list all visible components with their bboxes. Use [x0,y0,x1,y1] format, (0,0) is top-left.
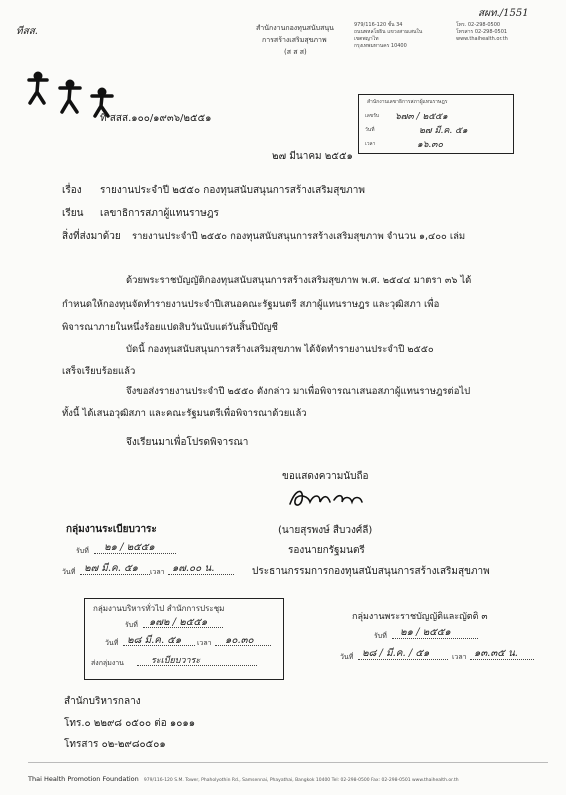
receipt-date-value: ๒๗ มี.ค. ๕๑ [419,126,468,136]
receipt-time-value: ๑๖.๓๐ [417,140,443,150]
fax-label: โทรสาร [456,29,474,35]
address-line: กรุงเทพมหานคร 10400 [354,43,407,49]
bottom-strip [28,762,548,785]
admin-stamp-title: กลุ่มงานบริหารทั่วไป สำนักการประชุม [93,604,225,613]
body-line: เสร็จเรียบร้อยแล้ว [62,366,136,377]
admin-time-value: ๑๐.๓๐ [225,635,254,646]
fax-value: 02-298-0501 [474,29,508,35]
registry-time-label: เวลา [150,568,165,576]
phone-value: 02-298-0500 [467,22,501,28]
signature-text: Ama cun [286,484,291,485]
bottom-org: Thai Health Promotion Foundation [28,775,139,783]
agency-name-line1: สำนักงานกองทุนสนับสนุน [256,24,334,32]
bottom-address: 979/116-120 S.M. Tower, Phaholyothin Rd., Samsennai, Phayathai, Bangkok 10400 Tel: 02-298-0500 Fax: 02-298-0501 www.thaihealth.or.th [143,778,459,783]
body-line: พิจารณาภายในหนึ่งร้อยแปดสิบวันนับแต่วันสิ้นปีบัญชี [62,322,278,333]
document-date: ๒๗ มีนาคม ๒๕๕๑ [272,151,353,162]
agency-abbr: (ส ส ส) [284,48,307,56]
closing: ขอแสดงความนับถือ [282,471,369,482]
registry-title: กลุ่มงานระเบียบวาระ [66,524,157,535]
body-line: ทั้งนี้ ได้เสนอวุฒิสภา และคณะรัฐมนตรีเพื่อพิจารณาด้วยแล้ว [62,408,307,419]
legal-date-value: ๒๘ / มี.ค. / ๕๑ [362,648,430,659]
registry-received-label: รับที่ [76,547,89,555]
subject: รายงานประจำปี ๒๕๕๐ กองทุนสนับสนุนการสร้างเสริมสุขภาพ [100,185,365,196]
receipt-time-label: เวลา [365,141,376,147]
receipt-stamp [358,94,514,154]
top-left-mark: ทีสส. [16,26,38,37]
agency-contacts [456,22,508,43]
agency-address [354,22,422,50]
enclosure: รายงานประจำปี ๒๕๕๐ กองทุนสนับสนุนการสร้างเสริมสุขภาพ จำนวน ๑,๔๐๐ เล่ม [132,231,466,242]
footer-fax: โทรสาร ๐๒-๒๙๘๐๕๐๑ [64,739,166,750]
address-line: เขตพญาไท [354,36,379,42]
corner-handwritten-note: สผท./1551 [478,8,529,19]
admin-send-label: ส่งกลุ่มงาน [91,659,124,667]
legal-date-label: วันที่ [340,653,354,661]
admin-time-label: เวลา [197,639,212,647]
receipt-office: สำนักงานเลขาธิการสภาผู้แทนราษฎร [367,99,448,105]
signer-name: (นายสุรพงษ์ สืบวงศ์ลี) [278,525,373,536]
body-line: บัดนี้ กองทุนสนับสนุนการสร้างเสริมสุขภาพ ได้จัดทำรายงานประจำปี ๒๕๕๐ [126,344,434,355]
body-line: จึงขอส่งรายงานประจำปี ๒๕๕๐ ดังกล่าว มาเพื่อพิจารณาเสนอสภาผู้แทนราษฎรต่อไป [126,386,471,397]
legal-received-value: ๒๑ / ๒๕๕๑ [400,627,451,638]
receipt-no-label: เลขรับ [365,113,380,119]
registry-date-label: วันที่ [62,568,76,576]
admin-send-value: ระเบียบวาระ [151,656,201,666]
website: www.thaihealth.or.th [456,36,508,42]
document-number: ที่ สสส.๑๐๐/๑๙๓๖/๒๕๕๑ [100,113,212,124]
signer-title: รองนายกรัฐมนตรี [288,545,365,556]
footer-office: สำนักบริหารกลาง [64,696,141,707]
legal-received-label: รับที่ [374,632,387,640]
admin-received-value: ๑๗๒ / ๒๕๕๑ [149,617,208,628]
phone-label: โทร. [456,22,467,28]
footer-phone: โทร.๐ ๒๒๙๘ ๐๕๐๐ ต่อ ๑๐๑๑ [64,718,196,729]
address-line: ถนนพหลโยธิน แขวงสามเสนใน [354,29,423,35]
admin-date-value: ๒๘ มี.ค. ๕๑ [127,635,182,646]
closing-request: จึงเรียนมาเพื่อโปรดพิจารณา [126,437,249,448]
legal-time-label: เวลา [452,653,467,661]
thaihealth-logo-icon [26,70,122,118]
body-line: ด้วยพระราชบัญญัติกองทุนสนับสนุนการสร้างเสริมสุขภาพ พ.ศ. ๒๕๔๔ มาตรา ๓๖ ได้ [126,275,472,286]
address-line: 979/116-120 ชั้น 34 [354,22,403,28]
admin-date-label: วันที่ [105,639,119,647]
enclosure-label: สิ่งที่ส่งมาด้วย [62,231,121,242]
signer-title-2: ประธานกรรมการกองทุนสนับสนุนการสร้างเสริมสุขภาพ [252,566,490,577]
signature-scrawl [286,484,366,514]
receipt-no-value: ๖๗๓ / ๒๕๕๑ [395,112,448,122]
admin-stamp [84,598,284,680]
admin-received-label: รับที่ [125,621,138,629]
recipient: เลขาธิการสภาผู้แทนราษฎร [100,208,219,219]
to-label: เรียน [62,208,84,219]
registry-received-value: ๒๑ / ๒๕๕๑ [104,542,155,553]
subject-label: เรื่อง [62,185,82,196]
receipt-date-label: วันที่ [365,127,375,133]
legal-time-value: ๑๓.๓๕ น. [474,648,518,659]
registry-time-value: ๑๗.๐๐ น. [172,563,215,574]
agency-name-line2: การสร้างเสริมสุขภาพ [262,36,327,44]
body-line: กำหนดให้กองทุนจัดทำรายงานประจำปีเสนอคณะรัฐมนตรี สภาผู้แทนราษฎร และวุฒิสภา เพื่อ [62,299,440,310]
registry-date-value: ๒๗ มี.ค. ๕๑ [84,563,139,574]
legal-stamp-title: กลุ่มงานพระราชบัญญัติและญัตติ ๓ [352,612,488,622]
